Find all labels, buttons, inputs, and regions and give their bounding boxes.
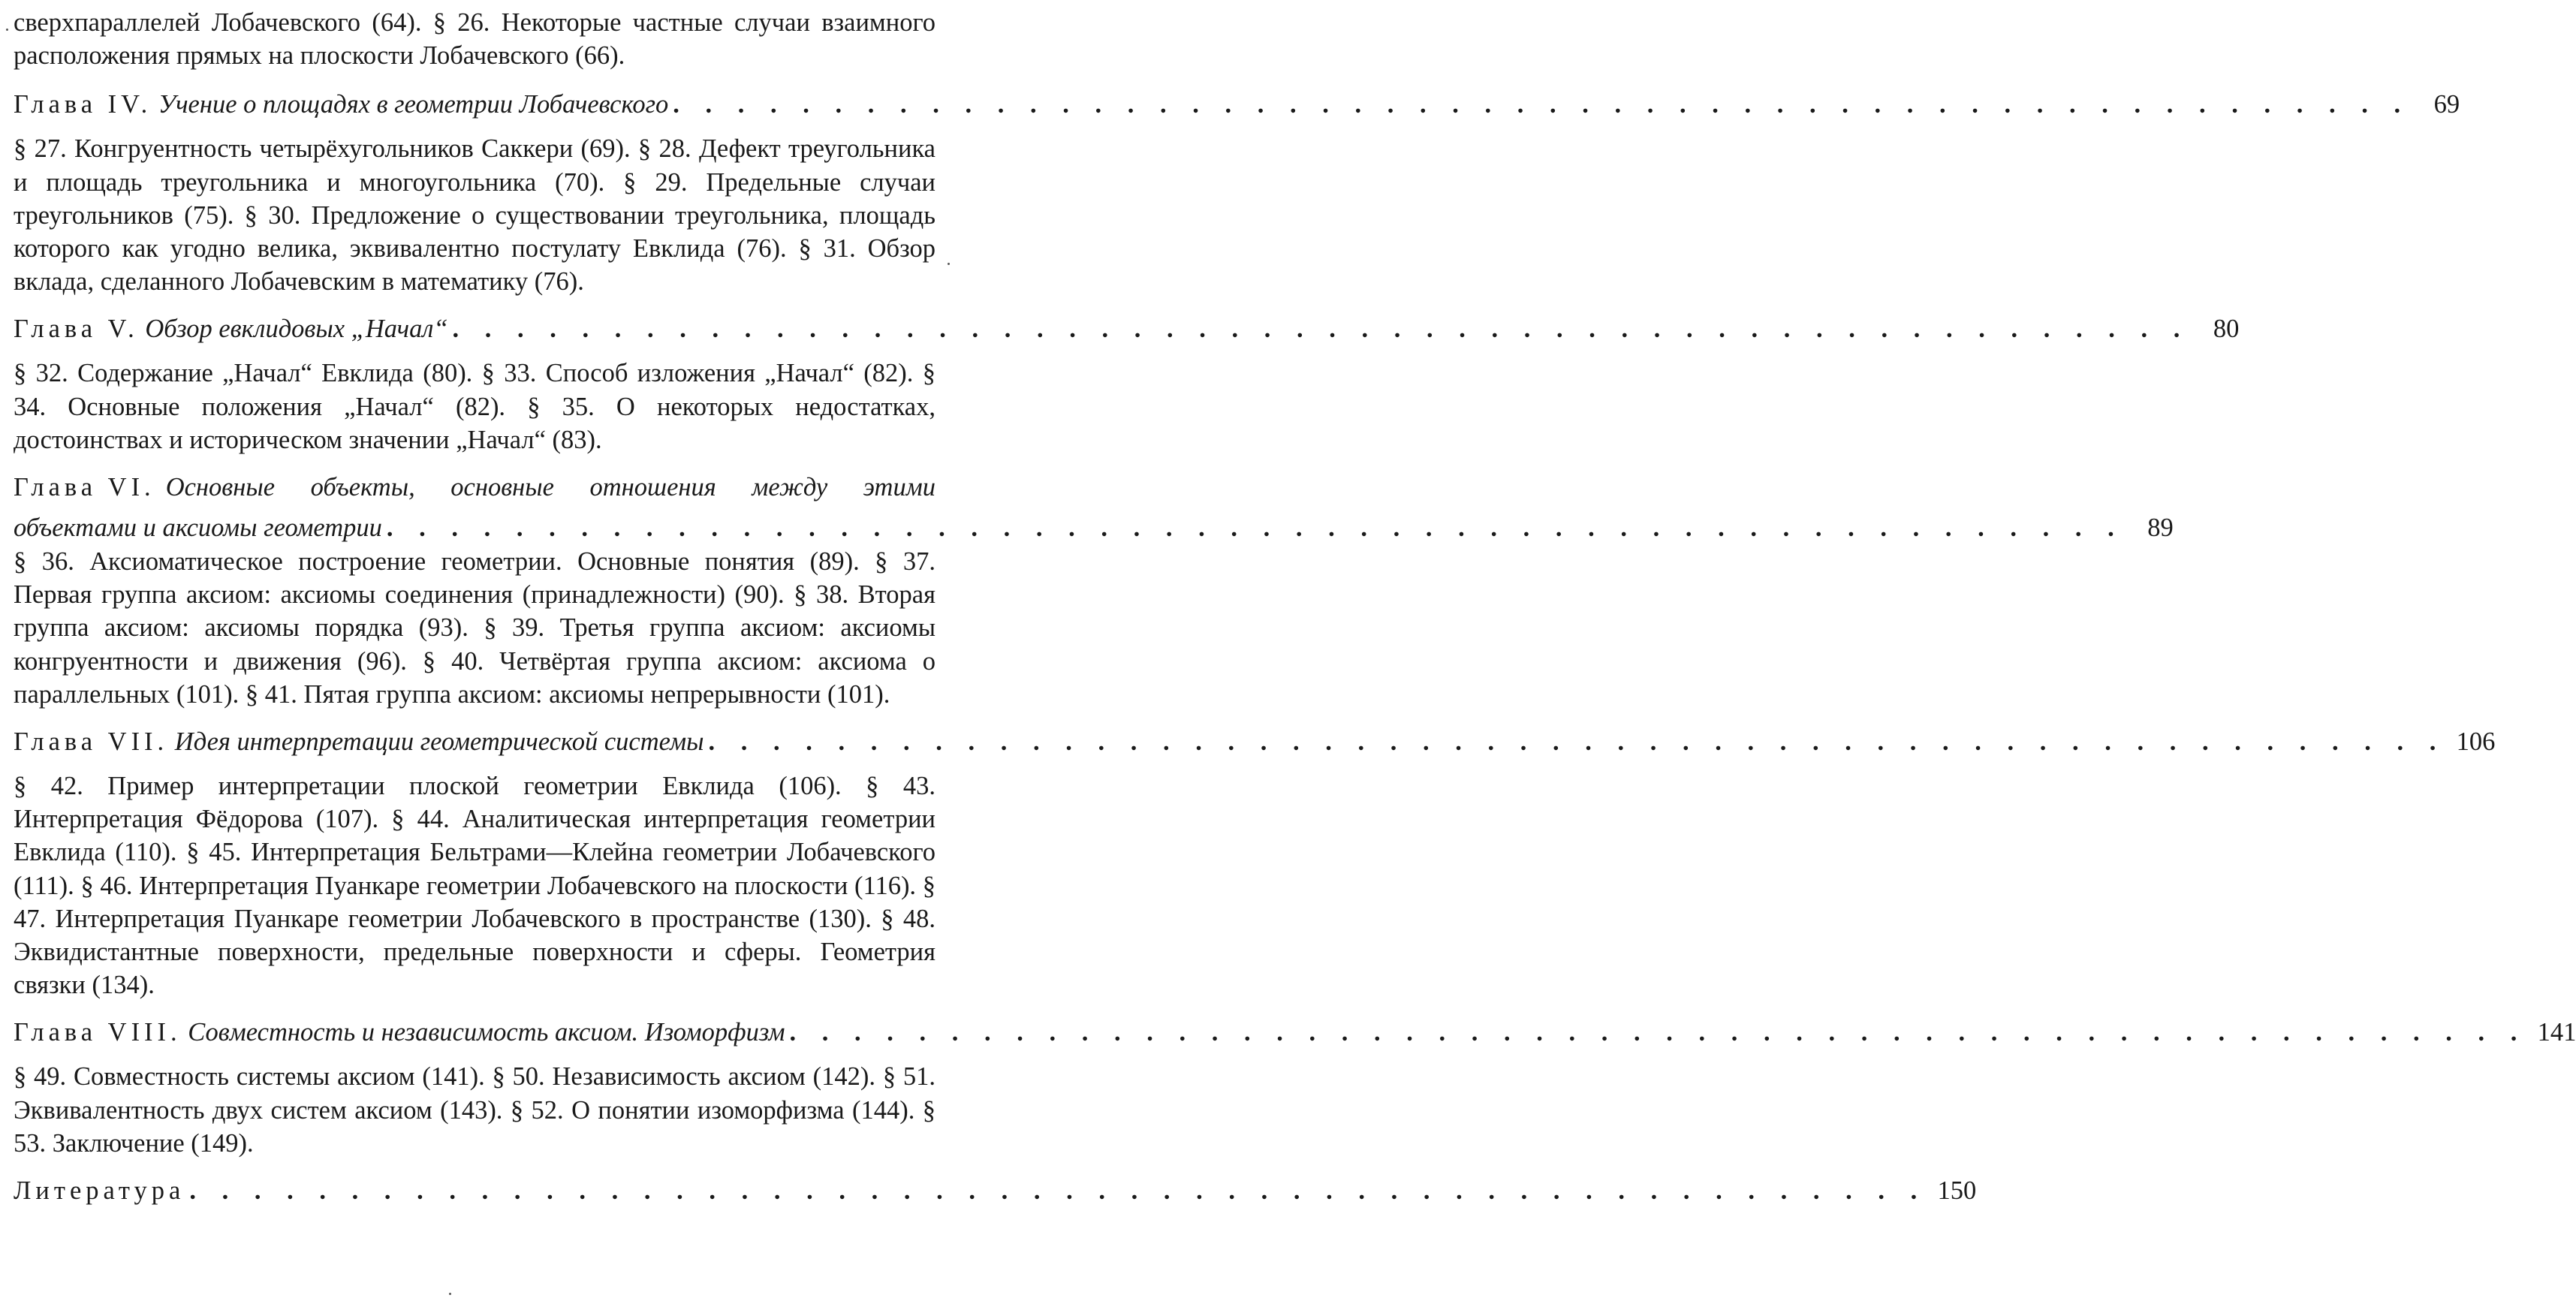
chapter-4-heading bbox=[14, 87, 2460, 122]
chapter-8-heading bbox=[14, 1015, 2576, 1050]
chapter-4-label: Глава IV. bbox=[14, 90, 152, 119]
toc-page bbox=[14, 6, 2576, 1208]
chapter-6-title-line2: объектами и аксиомы геометрии bbox=[14, 513, 382, 543]
chapter-8-title: Совместность и независимость аксиом. Изоморфизм bbox=[188, 1018, 785, 1047]
literature-heading bbox=[14, 1173, 1977, 1208]
chapter-6-page: 89 bbox=[2147, 513, 2174, 543]
chapter-5-page: 80 bbox=[2213, 315, 2240, 344]
lead-paragraph: сверхпараллелей Лобачевского (64). § 26. Некоторые частные случаи взаимного расположения прямых на плоскости Лобачевского (66). bbox=[14, 8, 935, 71]
chapter-7-page: 106 bbox=[2456, 727, 2496, 757]
dot-leader: . . . . . . . . . . . . . . . . . . . . . . . . . . . . . . . . . . . . . . . . . . . . . . . . . . . . . . bbox=[673, 90, 2411, 119]
literature-page: 150 bbox=[1937, 1176, 1977, 1206]
chapter-4-title: Учение о площадях в геометрии Лобачевского bbox=[158, 90, 669, 119]
literature-label: Литература bbox=[14, 1176, 185, 1206]
chapter-5-heading bbox=[14, 312, 2240, 346]
chapter-7-title: Идея интерпретации геометрической системы bbox=[174, 727, 704, 757]
print-speck bbox=[6, 29, 8, 31]
chapter-7-heading bbox=[14, 724, 2496, 759]
print-speck bbox=[449, 1293, 451, 1295]
chapter-6-heading bbox=[14, 470, 2174, 545]
chapter-4-sections: § 27. Конгруентность четырёхугольников Саккери (69). § 28. Дефект треугольника и площадь треугольника и многоугольника (70). § 29. Предельные случаи треугольников (75). § 30. Предложение о существовании треугольника, площадь которого как угодно велика, эквивалентно постулату Евклида (76). § 31. Обзор вклада, сделанного Лобачевским в математику (76). bbox=[14, 134, 935, 297]
dot-leader: . . . . . . . . . . . . . . . . . . . . . . . . . . . . . . . . . . . . . . . . . . . . . . . . . . . . . . bbox=[189, 1176, 1927, 1206]
chapter-6-sections: § 36. Аксиоматическое построение геометрии. Основные понятия (89). § 37. Первая группа аксиом: аксиомы соединения (принадлежности) (90). § 38. Вторая группа аксиом: аксиомы порядка (93). § 39. Третья группа аксиом: аксиомы конгруентности и движения (96). § 40. Четвёртая группа аксиом: аксиома о параллельных (101). § 41. Пятая группа аксиом: аксиомы непрерывности (101). bbox=[14, 547, 935, 709]
chapter-6-title-line1: Основные объекты, основные отношения между этими bbox=[165, 473, 935, 502]
dot-leader: . . . . . . . . . . . . . . . . . . . . . . . . . . . . . . . . . . . . . . . . . . . . . . . . . . . . . . bbox=[386, 513, 2124, 543]
chapter-5-label: Глава V. bbox=[14, 315, 139, 344]
chapter-8-page: 141 bbox=[2537, 1018, 2576, 1047]
chapter-8-sections: § 49. Совместность системы аксиом (141). § 50. Независимость аксиом (142). § 51. Эквивалентность двух систем аксиом (143). § 52. О понятии изоморфизма (144). § 53. Заключение (149). bbox=[14, 1062, 935, 1158]
dot-leader: . . . . . . . . . . . . . . . . . . . . . . . . . . . . . . . . . . . . . . . . . . . . . . . . . . . . . . bbox=[789, 1018, 2527, 1047]
chapter-7-sections: § 42. Пример интерпретации плоской геометрии Евклида (106). § 43. Интерпретация Фёдорова (107). § 44. Аналитическая интерпретация геометрии Евклида (110). § 45. Интерпретация Бельтрами—Клейна геометрии Лобачевского (111). § 46. Интерпретация Пуанкаре геометрии Лобачевского на плоскости (116). § 47. Интерпретация Пуанкаре геометрии Лобачевского в пространстве (130). § 48. Эквидистантные поверхности, предельные поверхности и сферы. Геометрия связки (134). bbox=[14, 772, 935, 1000]
chapter-8-label: Глава VIII. bbox=[14, 1018, 182, 1047]
chapter-4-page: 69 bbox=[2433, 90, 2460, 119]
dot-leader: . . . . . . . . . . . . . . . . . . . . . . . . . . . . . . . . . . . . . . . . . . . . . . . . . . . . . . bbox=[708, 727, 2446, 757]
chapter-5-title: Обзор евклидовых „Начал“ bbox=[145, 315, 448, 344]
print-speck bbox=[948, 263, 950, 265]
chapter-7-label: Глава VII. bbox=[14, 727, 169, 757]
chapter-5-sections: § 32. Содержание „Начал“ Евклида (80). § 33. Способ изложения „Начал“ (82). § 34. Основные положения „Начал“ (82). § 35. О некоторых недостатках, достоинствах и историческом значении „Начал“ (83). bbox=[14, 359, 935, 454]
chapter-6-label: Глава VI. bbox=[14, 473, 155, 502]
dot-leader: . . . . . . . . . . . . . . . . . . . . . . . . . . . . . . . . . . . . . . . . . . . . . . . . . . . . . . bbox=[452, 315, 2190, 344]
